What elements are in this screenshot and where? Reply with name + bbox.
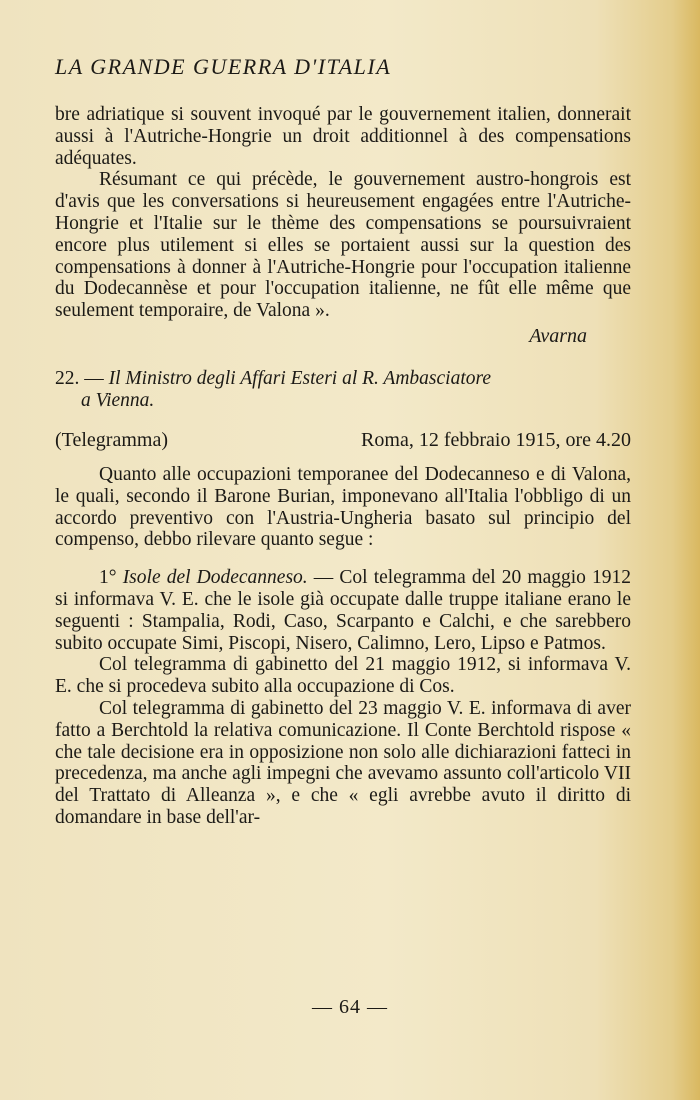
document-title-line2: a Vienna. <box>81 389 155 411</box>
signature: Avarna <box>529 324 587 347</box>
document-number: 22. — <box>55 367 104 389</box>
item-number: 1° <box>99 567 117 589</box>
page-content <box>55 52 631 829</box>
paragraph-6: Col telegramma di gabinetto del 23 maggio V. E. informava di aver fatto a Berchtold la relativa comunicazione. Il Conte Berchtold rispose « che tale decisione era in opposizione non solo alle dichiarazioni fatteci in precedenza, ma anche agli impegni che avevamo assunto coll'articolo VII del Trattato di Alleanza », e che « egli avrebbe avuto il diritto di domandare in base dell'ar- <box>55 697 631 828</box>
telegram-meta <box>55 428 631 452</box>
document-date: Roma, 12 febbraio 1915, ore 4.20 <box>361 428 631 451</box>
document-heading <box>55 368 631 412</box>
spacer <box>55 551 631 567</box>
document-title: Il Ministro degli Affari Esteri al R. Ambasciatore <box>108 367 492 389</box>
paragraph-1: bre adriatique si souvent invoqué par le gouvernement italien, donnerait aussi à l'Autriche-Hongrie un droit additionnel à des compensations adéquates. <box>55 104 631 169</box>
paragraph-2: Résumant ce qui précède, le gouvernement austro-hongrois est d'avis que les conversations si heureusement engagées entre l'Autriche-Hongrie et l'Italie sur le thème des compensations se poursuivraient encore plus utilement si elles se portaient aussi sur la question des compensations à donner à l'Autriche-Hongrie pour l'occupation italienne du Dodecannèse et pour l'occupation italienne, ne fût elle même que seulement temporaire, de Valona ». <box>55 169 631 322</box>
document-type: (Telegramma) <box>55 428 168 451</box>
item-title: Isole del Dodecanneso. <box>122 567 308 589</box>
document-heading-line1 <box>55 368 631 390</box>
paragraph-3: Quanto alle occupazioni temporanee del Dodecanneso e di Valona, le quali, secondo il Barone Burian, imponevano all'Italia l'obbligo di un accordo preventivo con l'Austria-Ungheria basato sul principio del compenso, debbo rilevare quanto segue : <box>55 463 631 551</box>
page-number: — 64 — <box>312 996 388 1018</box>
running-header: LA GRANDE GUERRA D'ITALIA <box>55 54 392 79</box>
paragraph-5: Col telegramma di gabinetto del 21 maggio 1912, si informava V. E. che si procedeva subito alla occupazione di Cos. <box>55 654 631 698</box>
item-body: — Col telegramma del 20 maggio 1912 si informava V. E. che le isole già occupate dalle truppe italiane erano le seguenti : Stampalia, Rodi, Caso, Scarpanto e Calchi, e che sarebbero subito occupate Simi, Piscopi, Nisero, Calimno, Lero, Lipso e Patmos. <box>55 567 632 654</box>
paragraph-4 <box>55 567 631 654</box>
